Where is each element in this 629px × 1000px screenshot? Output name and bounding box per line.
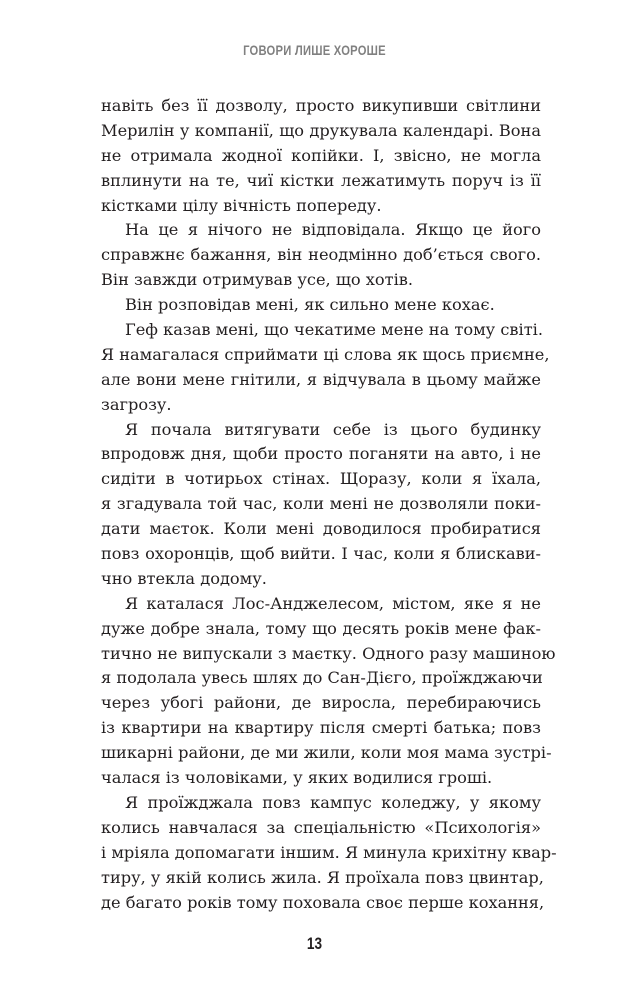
text-line: загрозу. — [101, 394, 172, 414]
text-line: Він розповідав мені, як сильно мене кохає. — [125, 295, 495, 315]
text-line: дати маєток. Коли мені доводилося пробиратися — [101, 519, 541, 539]
text-line: впродовж дня, щоби просто поганяти на авто, і не — [101, 444, 541, 464]
text-line: кістками цілу вічність попереду. — [101, 195, 382, 215]
text-line: сидіти в чотирьох стінах. Щоразу, коли я їхала, — [101, 469, 541, 489]
text-line: але вони мене гнітили, я відчувала в цьому майже — [101, 369, 541, 389]
text-line: тиру, у якій колись жила. Я проїхала повз цвинтар, — [101, 867, 544, 887]
page-body-text — [101, 94, 557, 915]
text-line: шикарні райони, де ми жили, коли моя мама зустрі- — [101, 743, 552, 763]
text-line: Я намагалася сприймати ці слова як щось приємне, — [101, 344, 550, 364]
text-line: Я каталася Лос-Анджелесом, містом, яке я не — [125, 593, 541, 613]
text-line: Геф казав мені, що чекатиме мене на тому світі. — [125, 320, 543, 340]
page-number: 13 — [306, 934, 323, 953]
text-line: Я почала витягувати себе із цього будинку — [125, 419, 541, 439]
text-line: чалася із чоловіками, у яких водилися гроші. — [101, 768, 493, 788]
text-line: На це я нічого не відповідала. Якщо це його — [125, 220, 541, 240]
text-line: тично не випускали з маєтку. Одного разу машиною — [101, 643, 556, 663]
text-line: Мерилін у компанії, що друкувала календарі. Вона — [101, 120, 541, 140]
text-line: повз охоронців, щоб вийти. І час, коли я блискави- — [101, 544, 541, 564]
text-line: колись навчалася за спеціальністю «Психологія» — [101, 817, 541, 837]
text-line: дуже добре знала, тому що десять років мене фак- — [101, 618, 541, 638]
text-line: із квартири на квартиру після смерті батька; повз — [101, 718, 541, 738]
text-line: я подолала увесь шлях до Сан-Дієго, проїжджаючи — [101, 668, 543, 688]
text-line: Він завжди отримував усе, що хотів. — [101, 270, 414, 290]
text-line: де багато років тому поховала своє перше кохання, — [101, 892, 545, 912]
text-line: вплинути на те, чиї кістки лежатимуть поруч із її — [101, 170, 541, 190]
text-line: Я проїжджала повз кампус коледжу, у якому — [125, 792, 541, 812]
text-line: справжнє бажання, він неодмінно доб’ється свого. — [101, 245, 541, 265]
running-header: ГОВОРИ ЛИШЕ ХОРОШЕ — [243, 42, 386, 58]
text-line: не отримала жодної копійки. І, звісно, не могла — [101, 145, 541, 165]
text-line: через убогі райони, де виросла, перебираючись — [101, 693, 541, 713]
text-line: і мріяла допомагати іншим. Я минула крихітну квар- — [101, 842, 557, 862]
text-line: чно втекла додому. — [101, 568, 267, 588]
text-line: навіть без її дозволу, просто викупивши світлини — [101, 96, 541, 115]
text-line: я згадувала той час, коли мені не дозволяли поки- — [101, 494, 541, 514]
